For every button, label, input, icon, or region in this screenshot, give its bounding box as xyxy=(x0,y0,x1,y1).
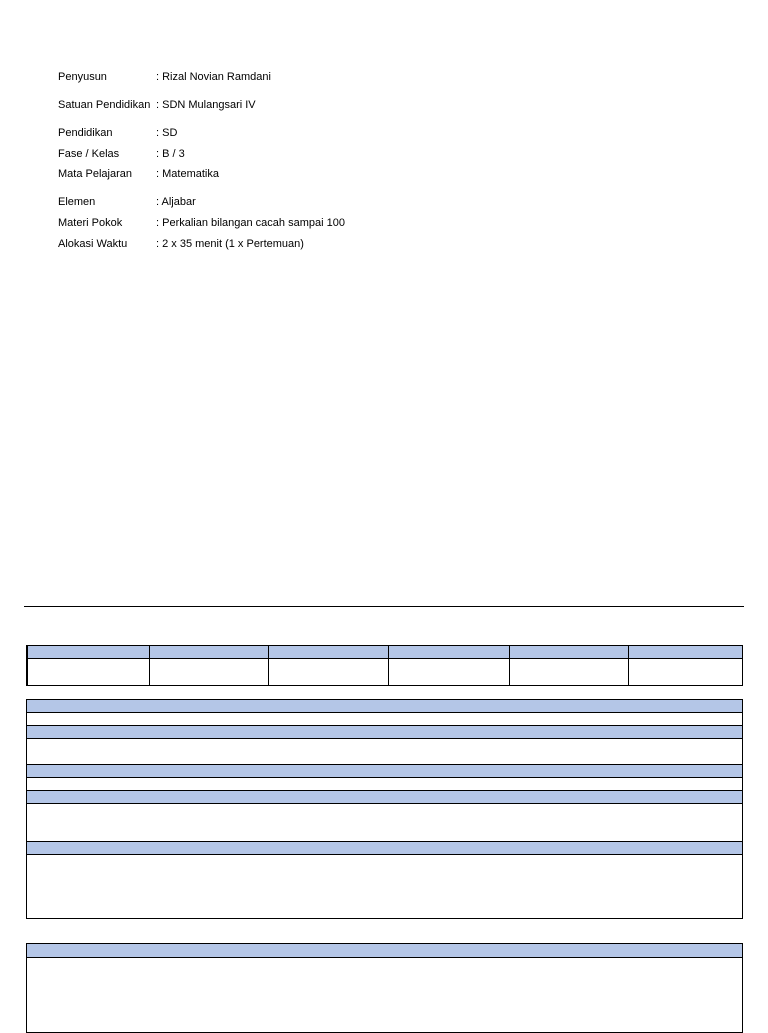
info-value: : Rizal Novian Ramdani xyxy=(156,71,271,83)
section-box-bottom xyxy=(26,943,743,1033)
section-header-band xyxy=(27,841,742,855)
info-label: Mata Pelajaran xyxy=(58,168,132,180)
info-label: Fase / Kelas xyxy=(58,148,120,160)
info-label: Alokasi Waktu xyxy=(58,238,128,250)
section-header-band xyxy=(27,944,742,958)
section-divider xyxy=(24,606,744,607)
table-column xyxy=(149,646,269,685)
section-header-band xyxy=(27,764,742,778)
table-column xyxy=(388,646,510,685)
table-column xyxy=(27,646,150,685)
section-stack xyxy=(26,699,743,919)
section-header-band xyxy=(27,700,742,713)
info-label: Pendidikan xyxy=(58,127,113,139)
table-column xyxy=(509,646,629,685)
info-label: Materi Pokok xyxy=(58,217,123,229)
info-value: : B / 3 xyxy=(156,148,185,160)
info-value: : Perkalian bilangan cacah sampai 100 xyxy=(156,217,345,229)
info-value: : 2 x 35 menit (1 x Pertemuan) xyxy=(156,238,304,250)
info-value: : Aljabar xyxy=(156,196,196,208)
table-column xyxy=(268,646,389,685)
info-value: : SDN Mulangsari IV xyxy=(156,99,256,111)
info-label: Elemen xyxy=(58,196,96,208)
info-label: Satuan Pendidikan xyxy=(58,99,151,111)
section-header-band xyxy=(27,790,742,804)
info-value: : SD xyxy=(156,127,178,139)
six-column-table xyxy=(26,645,743,686)
info-label: Penyusun xyxy=(58,71,107,83)
info-value: : Matematika xyxy=(156,168,219,180)
section-header-band xyxy=(27,725,742,739)
table-column xyxy=(628,646,743,685)
